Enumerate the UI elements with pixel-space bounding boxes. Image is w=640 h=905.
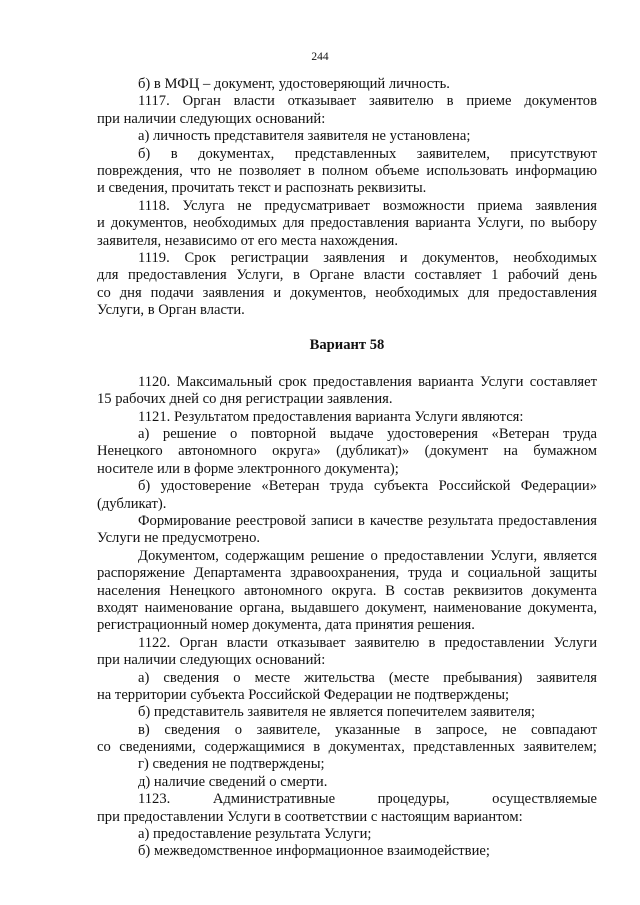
text-line: и сведения, прочитать текст и распознать реквизиты. (97, 180, 427, 197)
section-heading: Вариант 58 (309, 337, 385, 354)
document-body (97, 76, 597, 861)
text-line: и документов, необходимых для предоставления варианта Услуги, по выбору (97, 215, 597, 232)
text-line: б) в МФЦ – документ, удостоверяющий личность. (138, 76, 450, 92)
text-line: при наличии следующих оснований: (97, 110, 326, 127)
text-line: в) сведения о заявителе, указанные в запросе, не совпадают (138, 721, 597, 738)
text-line: б) межведомственное информационное взаимодействие; (138, 843, 490, 860)
text-line: при предоставлении Услуги в соответствии с настоящим вариантом: (97, 808, 523, 825)
text-line: д) наличие сведений о смерти. (138, 773, 328, 790)
text-line: со дня подачи заявления и документов, необходимых для предоставления (97, 284, 597, 301)
text-line: при наличии следующих оснований: (97, 652, 326, 669)
text-line: носителе или в форме электронного документа); (97, 460, 399, 477)
text-line: 1119. Срок регистрации заявления и документов, необходимых (138, 249, 597, 266)
text-line: Ненецкого автономного округа» (дубликат)» (документ на бумажном (97, 443, 597, 460)
text-line: со сведениями, содержащимися в документах, представленных заявителем; (97, 739, 597, 756)
text-line: б) удостоверение «Ветеран труда субъекта Российской Федерации» (138, 478, 597, 495)
text-line: 1122. Орган власти отказывает заявителю в предоставлении Услуги (138, 634, 597, 651)
text-line: регистрационный номер документа, дата принятия решения. (97, 617, 475, 634)
text-line: Документом, содержащим решение о предоставлении Услуги, является (138, 547, 597, 564)
text-line: а) решение о повторной выдаче удостоверения «Ветеран труда (138, 426, 597, 443)
text-line: а) личность представителя заявителя не установлена; (138, 128, 471, 145)
text-line: 1118. Услуга не предусматривает возможности приема заявления (138, 197, 597, 214)
text-line: 1120. Максимальный срок предоставления варианта Услуги составляет (138, 373, 597, 390)
text-line: населения Ненецкого автономного округа. В состав реквизитов документа (97, 582, 597, 599)
text-line: на территории субъекта Российской Федерации не подтверждены; (97, 686, 510, 703)
text-line: 1117. Орган власти отказывает заявителю в приеме документов (138, 93, 597, 110)
text-line: повреждения, что не позволяет в полном объеме использовать информацию (97, 162, 597, 179)
page-number: 244 (311, 51, 329, 63)
text-line: г) сведения не подтверждены; (138, 756, 325, 773)
text-line: Услуги, в Орган власти. (97, 302, 245, 319)
text-line: а) предоставление результата Услуги; (138, 826, 372, 843)
text-line: входят наименование органа, выдавшего документ, наименование документа, (97, 599, 597, 616)
text-line: 1121. Результатом предоставления варианта Услуги являются: (138, 408, 524, 425)
text-line: заявителя, независимо от его места нахождения. (97, 232, 399, 249)
text-line: Услуги не предусмотрено. (97, 530, 261, 547)
text-line: для предоставления Услуги, в Органе власти составляет 1 рабочий день (97, 267, 597, 284)
text-line: Формирование реестровой записи в качестве результата предоставления (138, 512, 597, 529)
text-line: б) представитель заявителя не является попечителем заявителя; (138, 704, 536, 721)
text-line: б) в документах, представленных заявителем, присутствуют (138, 145, 597, 162)
text-line: 1123. Административные процедуры, осуществляемые (138, 791, 597, 808)
text-line: 15 рабочих дней со дня регистрации заявления. (97, 391, 393, 408)
text-line: а) сведения о месте жительства (месте пребывания) заявителя (138, 669, 597, 686)
text-line: распоряжение Департамента здравоохранения, труда и социальной защиты (97, 565, 597, 582)
text-line: (дубликат). (97, 495, 167, 512)
